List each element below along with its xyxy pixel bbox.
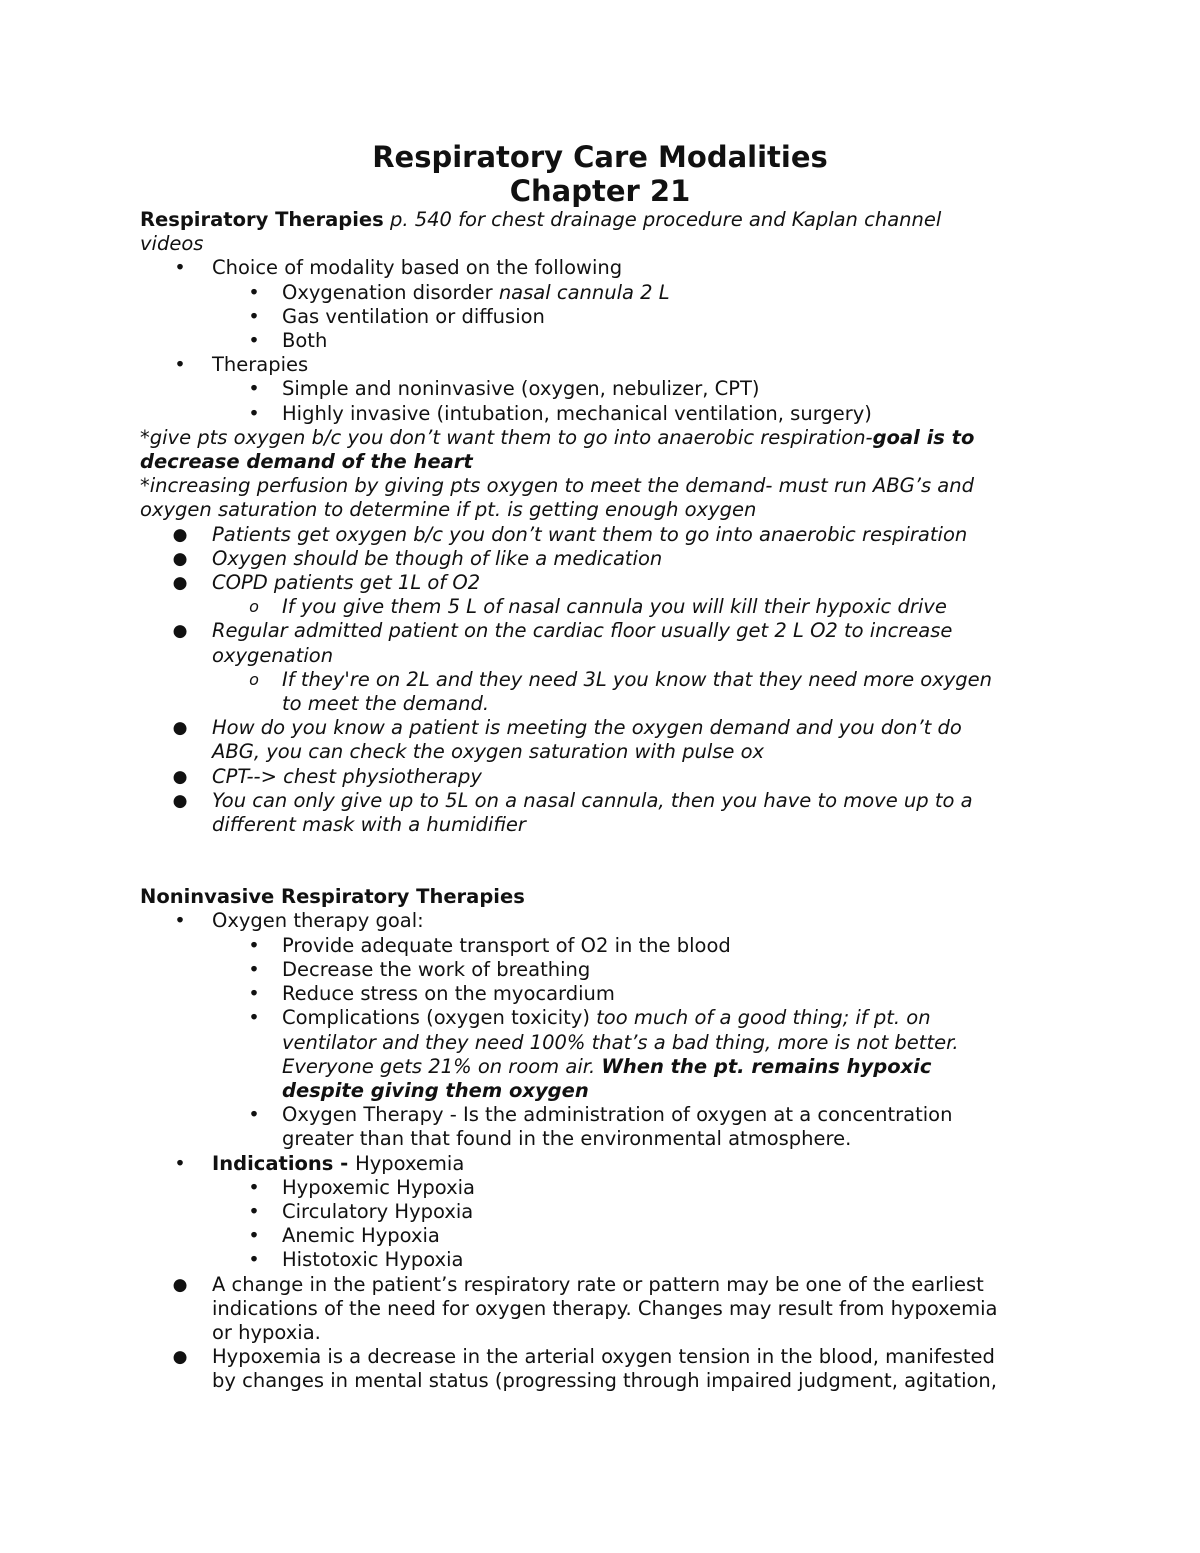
bullet-icon: ● [172, 548, 188, 569]
list-item: • Hypoxemic Hypoxia [140, 1176, 1060, 1200]
bullet-icon: • [248, 1175, 260, 1199]
list-item: • Oxygen Therapy - Is the administration of oxygen at a concentration [140, 1103, 1060, 1127]
page-title: Respiratory Care Modalities [372, 140, 828, 174]
list-item-cont: by changes in mental status (progressing through impaired judgment, agitation, [212, 1369, 997, 1393]
section-heading-note: videos [140, 232, 204, 256]
list-item: • Circulatory Hypoxia [140, 1200, 1060, 1224]
list-item: ● CPT--> chest physiotherapy [140, 765, 1060, 789]
note-paragraph: *give pts oxygen b/c you don’t want them to go into anaerobic respiration-goal is to [140, 425, 975, 449]
circle-bullet-icon: o [249, 669, 259, 689]
bullet-icon: ● [172, 790, 188, 811]
bullet-icon: ● [172, 718, 188, 739]
note-paragraph-cont: decrease demand of the heart [140, 450, 473, 474]
list-item: • Therapies [140, 353, 1060, 377]
chapter-title: Chapter 21 [509, 174, 691, 208]
list-item: ● Patients get oxygen b/c you don’t want them to go into anaerobic respiration [140, 523, 1060, 547]
list-item: • Both [140, 329, 1060, 353]
list-item-cont: indications of the need for oxygen therapy. Changes may result from hypoxemia [212, 1296, 998, 1320]
list-item: ● Hypoxemia is a decrease in the arterial oxygen tension in the blood, manifested [140, 1345, 1060, 1369]
list-item: • Provide adequate transport of O2 in the blood [140, 934, 1060, 958]
list-item-cont: different mask with a humidifier [212, 813, 526, 837]
list-item-cont: oxygenation [212, 643, 334, 667]
list-item: ● You can only give up to 5L on a nasal cannula, then you have to move up to a [140, 789, 1060, 813]
list-item-cont: despite giving them oxygen [282, 1078, 589, 1102]
bullet-icon: ● [172, 573, 188, 594]
section-heading-noninvasive: Noninvasive Respiratory Therapies [140, 885, 525, 909]
list-item: • Decrease the work of breathing [140, 958, 1060, 982]
bullet-icon: • [174, 909, 186, 933]
bullet-icon: ● [172, 1347, 188, 1368]
document-page [140, 140, 1060, 1394]
list-item-cont: greater than that found in the environmental atmosphere. [282, 1127, 852, 1151]
bullet-icon: • [248, 933, 260, 957]
list-item: • Oxygen therapy goal: [140, 909, 1060, 933]
bullet-icon: ● [172, 766, 188, 787]
list-item-cont: ABG, you can check the oxygen saturation with pulse ox [212, 740, 765, 764]
circle-bullet-icon: o [249, 597, 259, 617]
list-item: o If you give them 5 L of nasal cannula you will kill their hypoxic drive [140, 595, 1060, 619]
list-item: • Indications - Hypoxemia [140, 1152, 1060, 1176]
section-heading-respiratory-therapies: Respiratory Therapies p. 540 for chest drainage procedure and Kaplan channel [140, 208, 942, 231]
bullet-icon: • [248, 1248, 260, 1272]
bullet-icon: • [248, 982, 260, 1006]
bullet-icon: • [174, 353, 186, 377]
list-item-cont: Everyone gets 21% on room air. When the pt. remains hypoxic [282, 1054, 932, 1078]
bullet-icon: ● [172, 524, 188, 545]
list-item: • Oxygenation disorder nasal cannula 2 L [140, 281, 1060, 305]
list-item: ● COPD patients get 1L of O2 [140, 571, 1060, 595]
section-spacer [140, 837, 1060, 885]
note-paragraph: *increasing perfusion by giving pts oxygen to meet the demand- must run ABG’s and [140, 474, 974, 498]
bullet-icon: • [248, 401, 260, 425]
bullet-icon: • [248, 329, 260, 353]
list-item: o If they're on 2L and they need 3L you know that they need more oxygen [140, 668, 1060, 692]
list-item: ● Regular admitted patient on the cardiac floor usually get 2 L O2 to increase [140, 619, 1060, 643]
list-item: • Gas ventilation or diffusion [140, 305, 1060, 329]
bullet-icon: • [248, 280, 260, 304]
list-item-cont: ventilator and they need 100% that’s a bad thing, more is not better. [282, 1030, 959, 1054]
bullet-icon: ● [172, 1274, 188, 1295]
bullet-icon: • [174, 256, 186, 280]
bullet-icon: • [248, 1224, 260, 1248]
bullet-icon: • [248, 304, 260, 328]
list-item: • Anemic Hypoxia [140, 1224, 1060, 1248]
bullet-icon: • [248, 957, 260, 981]
list-item: ● A change in the patient’s respiratory rate or pattern may be one of the earliest [140, 1273, 1060, 1297]
list-item: ● Oxygen should be though of like a medication [140, 547, 1060, 571]
list-item-cont: to meet the demand. [282, 692, 490, 716]
bullet-icon: • [248, 1006, 260, 1030]
list-item: • Choice of modality based on the following [140, 256, 1060, 280]
list-item: ● How do you know a patient is meeting the oxygen demand and you don’t do [140, 716, 1060, 740]
bullet-icon: • [248, 1103, 260, 1127]
bullet-icon: • [248, 1199, 260, 1223]
list-item: • Histotoxic Hypoxia [140, 1248, 1060, 1272]
list-item: • Complications (oxygen toxicity) too much of a good thing; if pt. on [140, 1006, 1060, 1030]
list-item-cont: or hypoxia. [212, 1320, 321, 1344]
note-paragraph-cont: oxygen saturation to determine if pt. is getting enough oxygen [140, 498, 757, 522]
bullet-icon: • [248, 377, 260, 401]
bullet-icon: • [174, 1151, 186, 1175]
list-item: • Highly invasive (intubation, mechanical ventilation, surgery) [140, 402, 1060, 426]
list-item: • Simple and noninvasive (oxygen, nebulizer, CPT) [140, 377, 1060, 401]
list-item: • Reduce stress on the myocardium [140, 982, 1060, 1006]
bullet-icon: ● [172, 621, 188, 642]
